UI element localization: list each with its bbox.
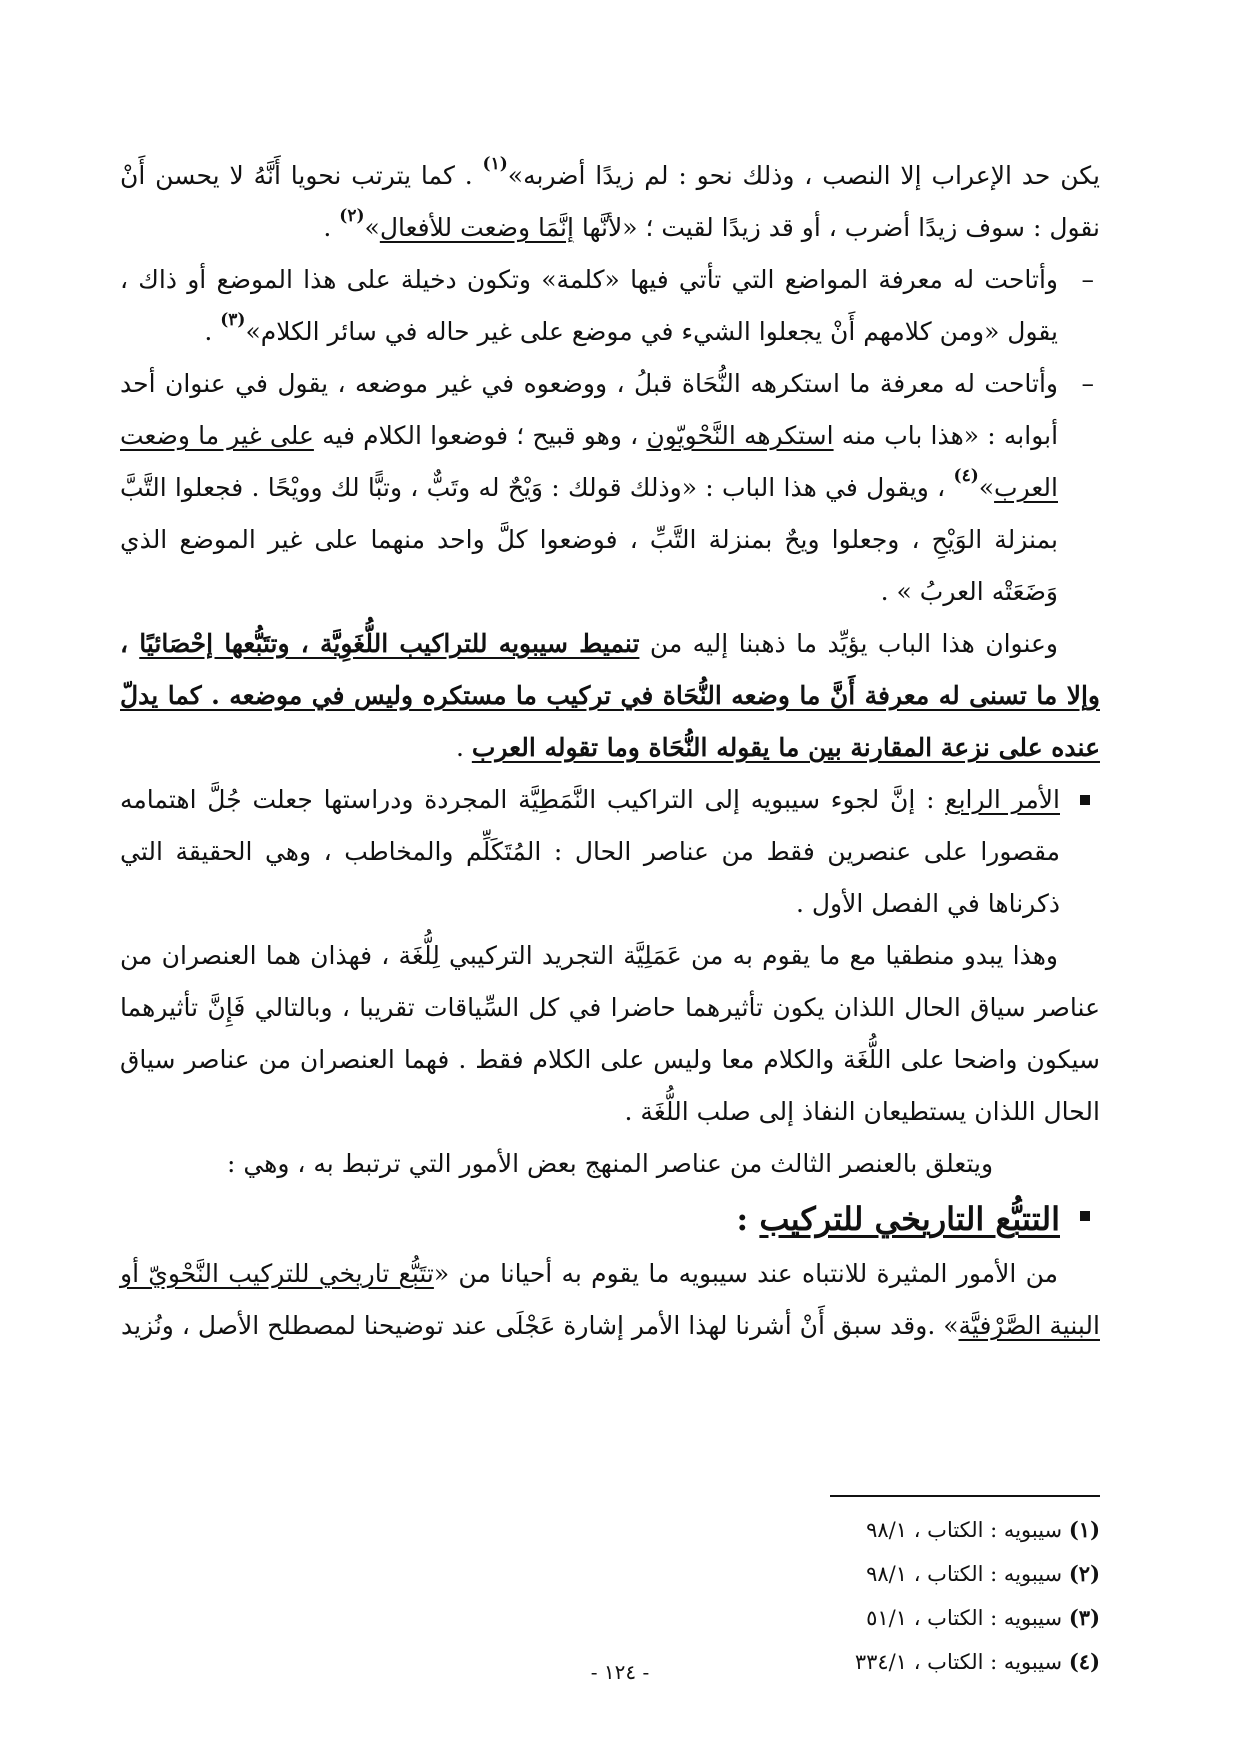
paragraph-5-bullet (120, 774, 1100, 930)
text-run: : إنَّ لجوء سيبويه إلى التراكيب النَّمَطِيَّة المجردة ودراستها جعلت جُلَّ اهتمامه مقصورا على عنصرين فقط من عناصر الحال : المُتَكَلِّم والمخاطب ، وهي الحقيقة التي ذكرناها في الفصل الأول . (120, 785, 1060, 918)
footnote-number: (٣) (1068, 1605, 1100, 1630)
text-run: ، (120, 629, 140, 658)
section-heading (120, 1190, 1100, 1248)
text-run: » (364, 213, 380, 242)
footnote-number: (٢) (1068, 1561, 1100, 1586)
footnote-ref-1: (١) (482, 154, 508, 174)
underlined-phrase: استكرهه النَّحْويّون (646, 421, 834, 450)
underlined-phrase: تتَبُّع تاريخي للتركيب النَّحْويّ أو البنية الصَّرْفيَّة (120, 1259, 1100, 1340)
footnote-3 (700, 1596, 1100, 1640)
text-run: . (323, 213, 340, 242)
paragraph-2 (120, 254, 1100, 358)
text-run: يكن حد الإعراب إلا النصب ، وذلك نحو : لم زيدًا أضربه» (507, 161, 1100, 190)
page-number: - ١٢٤ - (590, 1660, 650, 1684)
text-run: ، ويقول في هذا الباب : «وذلك قولك : وَيْحٌ له وتَبٌّ ، وتبًّا لك وويْحًا . فجعلوا التَّبَّ بمنزلة الوَيْحِ ، وجعلوا ويحٌ بمنزلة التَّبِّ ، فوضعوا كلَّ واحد منهما على غير الموضع الذي وَضَعَتْه العربُ » . (120, 473, 1058, 606)
text-run: وأتاحت له معرفة المواضع التي تأتي فيها «كلمة» وتكون دخيلة على هذا الموضع أو ذاك ، يقول «ومن كلامهم أَنْ يجعلوا الشيء في موضع على غير حاله في سائر الكلام» (120, 265, 1058, 346)
section-heading-title: التتبُّع التاريخي للتركيب (759, 1200, 1060, 1238)
footnote-ref-4: (٤) (953, 466, 979, 486)
footnote-2 (700, 1552, 1100, 1596)
text-run: . (455, 733, 472, 762)
footnote-number: (٤) (1068, 1649, 1100, 1674)
paragraph-4 (120, 618, 1100, 774)
text-run: » .وقد سبق أَنْ أشرنا لهذا الأمر إشارة عَجْلَى عند توضيحنا لمصطلح الأصل ، ونُزيد (120, 1311, 959, 1340)
text-run: من الأمور المثيرة للانتباه عند سيبويه ما يقوم به أحيانا من « (433, 1259, 1058, 1288)
paragraph-3 (120, 358, 1100, 618)
footnote-text: سيبويه : الكتاب ، ٩٨/١ (866, 1518, 1069, 1542)
bold-underlined-phrase: تنميط سيبويه للتراكيب اللُّغَوِيَّة ، وتتَبُّعها إحْصَائيًا (139, 629, 640, 658)
footnote-separator (830, 1495, 1100, 1497)
text-run: » (978, 473, 995, 502)
bold-underlined-phrase: وإلا ما تسنى له معرفة أَنَّ ما وضعه النُّحَاة في تركيب ما مستكره وليس في موضعه . كما يدلّ عنده على نزعة المقارنة بين ما يقوله النُّحَاة وما تقوله العرب (120, 681, 1100, 762)
text-run: . كما يترتب نحويا أَنَّهُ لا يحسن أَنْ نقول : سوف زيدًا أضرب ، أو قد زيدًا لقيت ؛ «لأنَّها (120, 161, 1100, 242)
footnote-text: سيبويه : الكتاب ، ٩٨/١ (866, 1562, 1069, 1586)
underlined-phrase: إنَّمَا وضعت للأفعال (379, 213, 574, 242)
paragraph-6: وهذا يبدو منطقيا مع ما يقوم به من عَمَلِيَّة التجريد التركيبي لِلُّغَة ، فهذان هما العنصران من عناصر سياق الحال اللذان يكون تأثيرهما حاضرا في كل السِّياقات تقريبا ، وبالتالي فَإِنَّ تأثيرهما سيكون واضحا على اللُّغَة والكلام معا وليس على الكلام فقط . فهما العنصران من عناصر سياق الحال اللذان يستطيعان النفاذ إلى صلب اللُّغَة . (120, 941, 1100, 1126)
text-run: وأتاحت له معرفة ما استكرهه النُّحَاة قبلُ ، ووضعوه في غير موضعه ، يقول في عنوان أحد أبوابه : «هذا باب منه (120, 369, 1059, 450)
text-run: : (736, 1200, 760, 1238)
footnote-number: (١) (1068, 1517, 1100, 1542)
underlined-phrase: الأمر الرابع (945, 785, 1060, 814)
text-run: ، وهو قبيح ؛ فوضعوا الكلام فيه (313, 421, 647, 450)
footnote-text: سيبويه : الكتاب ، ٣٣٤/١ (854, 1650, 1069, 1674)
paragraph-1 (120, 150, 1100, 254)
footnote-text: سيبويه : الكتاب ، ٥١/١ (866, 1606, 1069, 1630)
footnote-ref-3: (٣) (220, 310, 246, 330)
footnote-ref-2: (٢) (339, 206, 365, 226)
underlined-phrase: على غير ما وضعت العرب (120, 421, 1058, 502)
paragraph-8 (120, 1248, 1100, 1352)
text-run: وعنوان هذا الباب يؤيِّد ما ذهبنا إليه من (639, 629, 1058, 658)
text-run: . (204, 317, 221, 346)
paragraph-7: ويتعلق بالعنصر الثالث من عناصر المنهج بعض الأمور التي ترتبط به ، وهي : (226, 1149, 994, 1178)
footnotes (700, 1508, 1100, 1684)
body-text (120, 150, 1100, 1352)
footnote-1 (700, 1508, 1100, 1552)
